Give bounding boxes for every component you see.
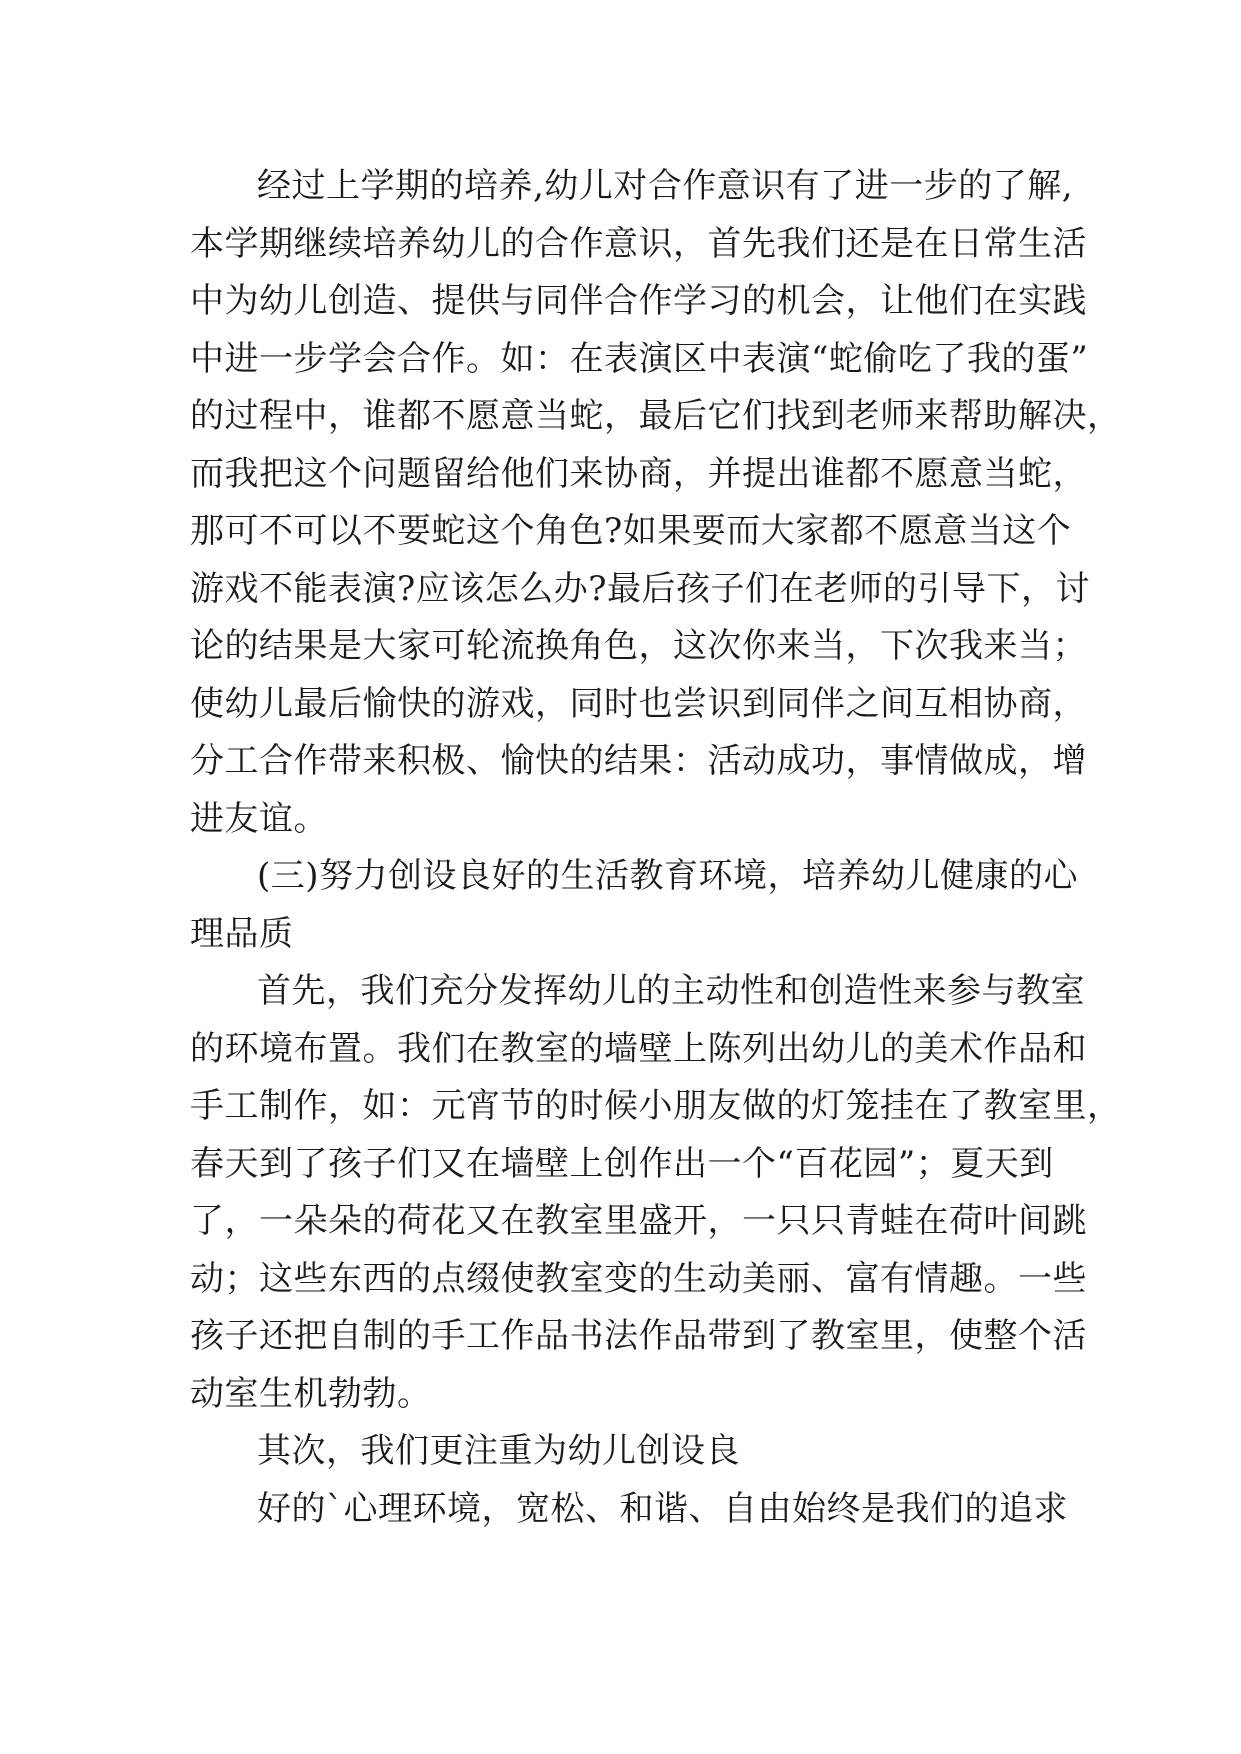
paragraph-2-line-7: 孩子还把自制的手工作品书法作品带到了教室里，使整个活 (190, 1316, 1087, 1356)
paragraph-2-line-5: 了，一朵朵的荷花又在教室里盛开，一只只青蛙在荷叶间跳 (190, 1201, 1087, 1241)
paragraph-1-line-1: 经过上学期的培养,幼儿对合作意识有了进一步的了解, (257, 166, 1074, 206)
paragraph-1-line-7: 那可不可以不要蛇这个角色?如果要而大家都不愿意当这个 (190, 511, 1072, 551)
paragraph-1-line-11: 分工合作带来积极、愉快的结果：活动成功，事情做成，增 (190, 741, 1087, 781)
paragraph-3-line-1: 其次，我们更注重为幼儿创设良 (257, 1431, 740, 1471)
paragraph-2-line-4: 春天到了孩子们又在墙壁上创作出一个“百花园”；夏天到 (190, 1144, 1054, 1184)
paragraph-1-line-3: 中为幼儿创造、提供与同伴合作学习的机会，让他们在实践 (190, 281, 1087, 321)
paragraph-1-line-8: 游戏不能表演?应该怎么办?最后孩子们在老师的引导下，讨 (190, 569, 1090, 609)
paragraph-2-line-2: 的环境布置。我们在教室的墙壁上陈列出幼儿的美术作品和 (190, 1029, 1087, 1069)
section-heading-line-2: 理品质 (190, 914, 294, 954)
paragraph-2-line-3: 手工制作，如：元宵节的时候小朋友做的灯笼挂在了教室里， (190, 1086, 1122, 1126)
section-heading-line-1: (三)努力创设良好的生活教育环境，培养幼儿健康的心 (257, 856, 1079, 896)
paragraph-1-line-9: 论的结果是大家可轮流换角色，这次你来当，下次我来当； (190, 626, 1087, 666)
paragraph-1-line-2: 本学期继续培养幼儿的合作意识，首先我们还是在日常生活 (190, 224, 1087, 264)
paragraph-2-line-8: 动室生机勃勃。 (190, 1374, 432, 1414)
paragraph-1-line-4: 中进一步学会合作。如：在表演区中表演“蛇偷吃了我的蛋” (190, 339, 1089, 379)
paragraph-1-line-6: 而我把这个问题留给他们来协商，并提出谁都不愿意当蛇， (190, 454, 1087, 494)
paragraph-2-line-6: 动；这些东西的点缀使教室变的生动美丽、富有情趣。一些 (190, 1259, 1087, 1299)
paragraph-1-line-10: 使幼儿最后愉快的游戏，同时也尝识到同伴之间互相协商， (190, 684, 1087, 724)
paragraph-4-line-1: 好的`心理环境，宽松、和谐、自由始终是我们的追求 (257, 1489, 1068, 1529)
paragraph-1-line-5: 的过程中，谁都不愿意当蛇，最后它们找到老师来帮助解决， (190, 396, 1122, 436)
paragraph-2-line-1: 首先，我们充分发挥幼儿的主动性和创造性来参与教室 (257, 971, 1085, 1011)
paragraph-1-line-12: 进友谊。 (190, 799, 328, 839)
